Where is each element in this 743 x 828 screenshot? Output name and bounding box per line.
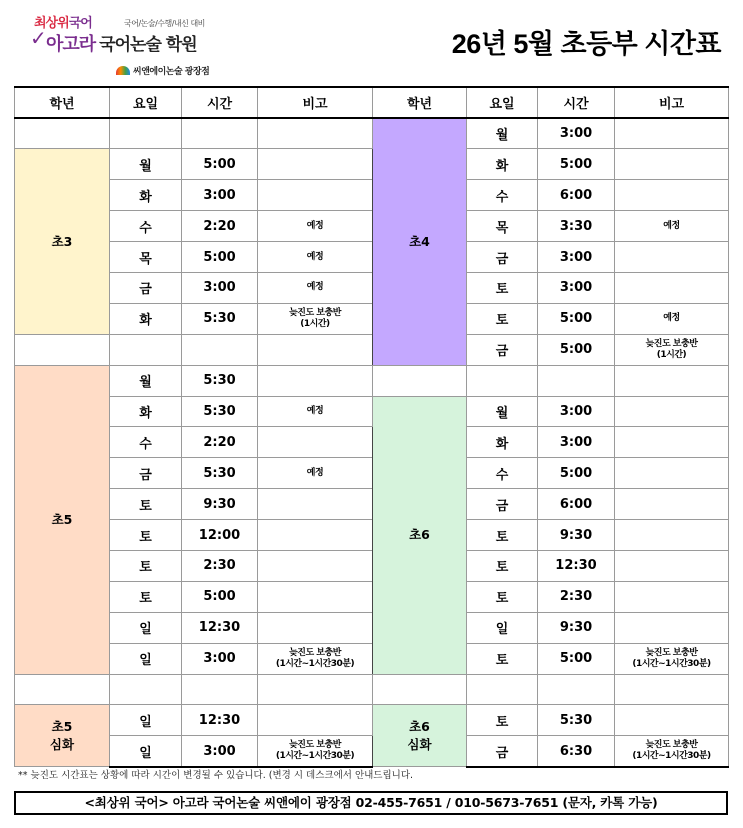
day-cell: 월 [110, 149, 182, 180]
note-cell: 늦진도 보충반 (1시간) [615, 334, 729, 365]
time-cell: 5:00 [538, 458, 615, 489]
col-header-time: 시간 [182, 87, 258, 118]
academy-logo [28, 8, 248, 80]
table-row [15, 334, 729, 365]
day-cell: 토 [467, 520, 538, 551]
note-cell [615, 581, 729, 612]
empty-cell [15, 674, 110, 705]
day-cell: 화 [110, 180, 182, 211]
day-cell: 수 [467, 458, 538, 489]
time-cell: 3:00 [182, 643, 258, 674]
time-cell: 5:00 [182, 149, 258, 180]
table-row [15, 149, 729, 180]
time-cell: 6:00 [538, 180, 615, 211]
day-cell: 토 [467, 272, 538, 303]
note-cell [615, 272, 729, 303]
table-row [15, 365, 729, 396]
empty-cell [110, 674, 182, 705]
table-row [15, 427, 729, 458]
check-icon: ✓ [30, 26, 47, 50]
day-cell: 토 [467, 550, 538, 581]
note-cell: 예정 [615, 211, 729, 242]
day-cell: 토 [110, 489, 182, 520]
note-cell: 늦진도 보충반 (1시간) [258, 303, 373, 334]
day-cell: 일 [110, 736, 182, 767]
time-cell: 12:00 [182, 520, 258, 551]
note-cell [615, 612, 729, 643]
time-cell: 2:30 [538, 581, 615, 612]
note-cell [258, 427, 373, 458]
note-cell: 예정 [615, 303, 729, 334]
note-cell [258, 149, 373, 180]
time-cell: 5:30 [182, 303, 258, 334]
empty-cell [538, 674, 615, 705]
note-cell [615, 489, 729, 520]
note-cell [615, 242, 729, 273]
footnote: ** 늦진도 시간표는 상황에 따라 시간이 변경될 수 있습니다. (변경 시 데스크에서 안내드립니다. [18, 770, 414, 781]
empty-cell [615, 365, 729, 396]
day-cell: 일 [467, 612, 538, 643]
day-cell: 금 [467, 736, 538, 767]
grade-cell-6-advanced: 초6 심화 [373, 705, 467, 767]
time-cell: 12:30 [538, 550, 615, 581]
note-cell: 늦진도 보충반 (1시간~1시간30분) [258, 736, 373, 767]
note-cell [258, 612, 373, 643]
time-cell: 5:00 [182, 242, 258, 273]
table-row [15, 612, 729, 643]
table-row [15, 550, 729, 581]
time-cell: 3:00 [538, 272, 615, 303]
empty-cell [258, 334, 373, 365]
day-cell: 금 [110, 458, 182, 489]
table-row [15, 520, 729, 551]
table-row [15, 581, 729, 612]
note-cell [258, 520, 373, 551]
day-cell: 화 [467, 427, 538, 458]
empty-cell [182, 118, 258, 149]
time-cell: 5:00 [538, 303, 615, 334]
time-cell: 3:00 [182, 272, 258, 303]
time-cell: 5:00 [538, 334, 615, 365]
day-cell: 토 [110, 581, 182, 612]
day-cell: 목 [467, 211, 538, 242]
table-row [15, 736, 729, 767]
day-cell: 금 [467, 334, 538, 365]
contact-bar: <최상위 국어> 아고라 국어논술 씨앤에이 광장점 02-455-7651 / 010-5673-7651 (문자, 카톡 가능) [14, 791, 728, 815]
header [0, 0, 743, 84]
day-cell: 금 [467, 242, 538, 273]
table-row [15, 272, 729, 303]
time-cell: 9:30 [538, 612, 615, 643]
table-row [15, 643, 729, 674]
time-cell: 3:00 [538, 118, 615, 149]
note-cell [615, 550, 729, 581]
col-header-day: 요일 [467, 87, 538, 118]
empty-cell [258, 674, 373, 705]
day-cell: 일 [110, 643, 182, 674]
time-cell: 3:00 [538, 242, 615, 273]
day-cell: 일 [110, 705, 182, 736]
logo-branch: 씨앤에이논술 광장점 [116, 64, 209, 77]
note-cell [615, 458, 729, 489]
note-cell [258, 581, 373, 612]
note-cell [615, 180, 729, 211]
col-header-note: 비고 [258, 87, 373, 118]
grade-cell-5: 초5 [15, 365, 110, 674]
table-row [15, 118, 729, 149]
time-cell: 5:30 [182, 396, 258, 427]
time-cell: 3:00 [538, 396, 615, 427]
time-cell: 2:30 [182, 550, 258, 581]
note-cell [258, 550, 373, 581]
table-row [15, 242, 729, 273]
time-cell: 12:30 [182, 612, 258, 643]
logo-tagline: 최상위국어 [34, 16, 92, 31]
time-cell: 2:20 [182, 211, 258, 242]
day-cell: 토 [110, 520, 182, 551]
time-cell: 3:30 [538, 211, 615, 242]
note-cell [615, 396, 729, 427]
col-header-time: 시간 [538, 87, 615, 118]
note-cell: 늦진도 보충반 (1시간~1시간30분) [615, 736, 729, 767]
empty-cell [15, 118, 110, 149]
empty-cell [182, 334, 258, 365]
note-cell: 늦진도 보충반 (1시간~1시간30분) [258, 643, 373, 674]
empty-cell [373, 674, 467, 705]
empty-cell [15, 334, 110, 365]
time-cell: 5:30 [182, 458, 258, 489]
timetable [14, 86, 729, 768]
col-header-grade: 학년 [373, 87, 467, 118]
note-cell [258, 489, 373, 520]
time-cell: 5:30 [538, 705, 615, 736]
time-cell: 2:20 [182, 427, 258, 458]
time-cell: 9:30 [182, 489, 258, 520]
col-header-day: 요일 [110, 87, 182, 118]
table-row [15, 303, 729, 334]
grade-cell-5-advanced: 초5 심화 [15, 705, 110, 767]
day-cell: 토 [467, 303, 538, 334]
logo-brand: 아고라 국어논술 학원 [46, 34, 197, 55]
table-row [15, 674, 729, 705]
day-cell: 목 [110, 242, 182, 273]
day-cell: 화 [110, 303, 182, 334]
empty-cell [615, 674, 729, 705]
time-cell: 5:30 [182, 365, 258, 396]
note-cell: 예정 [258, 211, 373, 242]
empty-cell [538, 365, 615, 396]
table-row [15, 458, 729, 489]
empty-cell [467, 674, 538, 705]
grade-cell-6: 초6 [373, 396, 467, 674]
day-cell: 토 [110, 550, 182, 581]
day-cell: 화 [110, 396, 182, 427]
grade-cell-4: 초4 [373, 118, 467, 365]
page-title: 26년 5월 초등부 시간표 [451, 29, 721, 59]
note-cell [615, 520, 729, 551]
time-cell: 3:00 [182, 180, 258, 211]
day-cell: 토 [467, 705, 538, 736]
day-cell: 토 [467, 643, 538, 674]
col-header-note: 비고 [615, 87, 729, 118]
time-cell: 5:00 [538, 643, 615, 674]
day-cell: 월 [110, 365, 182, 396]
time-cell: 6:30 [538, 736, 615, 767]
empty-cell [373, 365, 467, 396]
note-cell [258, 180, 373, 211]
table-row [15, 180, 729, 211]
col-header-grade: 학년 [15, 87, 110, 118]
table-row [15, 396, 729, 427]
table-row [15, 705, 729, 736]
day-cell: 월 [467, 396, 538, 427]
note-cell [615, 427, 729, 458]
day-cell: 금 [110, 272, 182, 303]
day-cell: 일 [110, 612, 182, 643]
note-cell [615, 149, 729, 180]
logo-subjects: 국어/논술/수행/내신 대비 [124, 19, 205, 28]
time-cell: 5:00 [538, 149, 615, 180]
day-cell: 금 [467, 489, 538, 520]
day-cell: 화 [467, 149, 538, 180]
rainbow-icon [116, 66, 130, 75]
time-cell: 6:00 [538, 489, 615, 520]
table-row [15, 489, 729, 520]
grade-cell-3: 초3 [15, 149, 110, 334]
time-cell: 3:00 [538, 427, 615, 458]
time-cell: 9:30 [538, 520, 615, 551]
day-cell: 토 [467, 581, 538, 612]
header-row [15, 87, 729, 118]
day-cell: 월 [467, 118, 538, 149]
time-cell: 3:00 [182, 736, 258, 767]
day-cell: 수 [467, 180, 538, 211]
table-row [15, 211, 729, 242]
note-cell [615, 118, 729, 149]
note-cell [258, 365, 373, 396]
empty-cell [110, 118, 182, 149]
empty-cell [182, 674, 258, 705]
note-cell: 예정 [258, 396, 373, 427]
note-cell: 예정 [258, 458, 373, 489]
day-cell: 수 [110, 211, 182, 242]
note-cell: 예정 [258, 242, 373, 273]
empty-cell [110, 334, 182, 365]
day-cell: 수 [110, 427, 182, 458]
empty-cell [258, 118, 373, 149]
note-cell: 늦진도 보충반 (1시간~1시간30분) [615, 643, 729, 674]
note-cell: 예정 [258, 272, 373, 303]
time-cell: 5:00 [182, 581, 258, 612]
note-cell [258, 705, 373, 736]
time-cell: 12:30 [182, 705, 258, 736]
empty-cell [467, 365, 538, 396]
note-cell [615, 705, 729, 736]
